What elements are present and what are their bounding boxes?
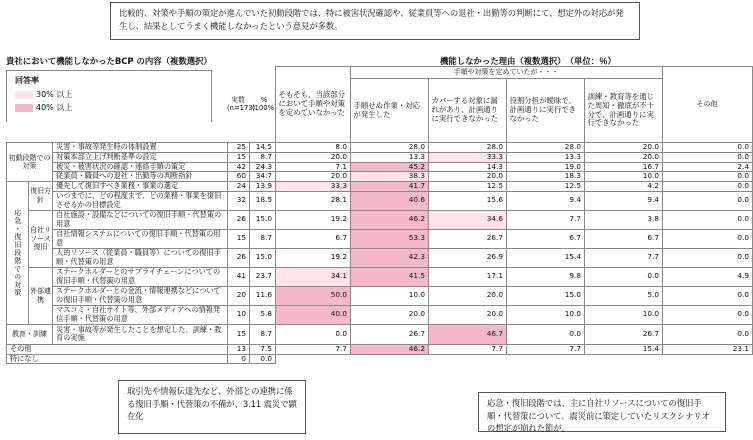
cell-pct: 5.8 <box>250 305 276 324</box>
table-row <box>7 324 753 344</box>
table-row <box>7 172 753 182</box>
col-r4: 訓練・教育等を通じた周知・徹底が不十分で、計画通りに実行できなかった <box>584 79 662 143</box>
cell-r1: 28.0 <box>351 143 429 153</box>
cell-undef: 0.0 <box>276 324 351 344</box>
bcp-table <box>6 66 753 143</box>
cell-r4: 26.7 <box>585 324 663 344</box>
cell-r1: 40.6 <box>351 191 429 210</box>
cell-r4: 5.0 <box>585 286 663 305</box>
cell-n: 20 <box>228 286 250 305</box>
cell-undef: 7.7 <box>276 344 351 354</box>
cell-pct: 14.5 <box>250 143 276 153</box>
sub-external: 外部連携 <box>29 267 53 324</box>
group-recovery: 応急・復旧段階での対策 <box>7 182 29 325</box>
cell-r2: 7.7 <box>429 344 507 354</box>
cell-r4: 7.7 <box>585 248 663 267</box>
row-label: 優先して復旧すべき業務・事業の選定 <box>53 182 228 192</box>
col-r2: カバーする対象に漏れがあり、計画通りに実行できなかった <box>428 79 506 143</box>
col-undefined: そもそも、当該部分において手順や対策を定めていなかった <box>275 67 350 143</box>
cell-r3: 12.5 <box>507 182 585 192</box>
legend-label-40: 40% 以上 <box>36 103 73 112</box>
cell-other: 0.0 <box>663 191 753 210</box>
row-label: いつまでに、どの程度まで、どの業務・事業を復旧させるかの目標設定 <box>53 191 228 210</box>
cell-empty <box>276 354 753 364</box>
group-header: 手順や対策を定めていたが・・・ <box>350 67 662 79</box>
col-r3: 役割分担が曖昧で、計画通りに実行できなかった <box>506 79 584 143</box>
cell-undef: 7.1 <box>276 162 351 172</box>
cell-r2: 17.1 <box>429 267 507 286</box>
cell-r4: 10.0 <box>585 305 663 324</box>
cell-r1: 13.3 <box>351 152 429 162</box>
cell-r2: 20.0 <box>429 172 507 182</box>
cell-r3: 28.0 <box>507 143 585 153</box>
cell-n: 60 <box>228 172 250 182</box>
cell-r1: 26.7 <box>351 324 429 344</box>
cell-n: 41 <box>228 267 250 286</box>
heading-right: 機能しなかった理由（複数選択） （単位：％） <box>440 56 616 66</box>
cell-other: 2.4 <box>663 162 753 172</box>
cell-r1: 45.2 <box>351 162 429 172</box>
cell-r4: 20.0 <box>585 152 663 162</box>
callout-resources: 応急・復旧段階では、主に自社リソースについての復旧手順・代替策について、震災前に策定していたリスクシナリオの想定が崩れた節が。 <box>478 392 726 432</box>
cell-other: 0.0 <box>663 210 753 229</box>
cell-n: 26 <box>228 210 250 229</box>
group-training: 教育・訓練 <box>7 324 53 344</box>
cell-n: 32 <box>228 191 250 210</box>
cell-r4: 15.4 <box>585 344 663 354</box>
cell-undef: 34.1 <box>276 267 351 286</box>
cell-r3: 15.0 <box>507 286 585 305</box>
cell-r1: 46.2 <box>351 344 429 354</box>
cell-r3: 9.4 <box>507 191 585 210</box>
cell-pct: 8.7 <box>250 324 276 344</box>
cell-other: 0.0 <box>663 182 753 192</box>
row-label: マスコミ・自社サイト等、外部メディアへの情報発信手順・代替策の用意 <box>53 305 228 324</box>
sub-resources: 自社リソース復旧 <box>29 210 53 267</box>
cell-other: 23.1 <box>663 344 753 354</box>
row-label: ステークホルダーとの金流・情報連携などについての復旧手順・代替策の用意 <box>53 286 228 305</box>
cell-n: 15 <box>228 152 250 162</box>
cell-undef: 19.2 <box>276 210 351 229</box>
cell-pct: 0.0 <box>250 354 276 364</box>
cell-r1: 42.3 <box>351 248 429 267</box>
cell-r2: 12.5 <box>429 182 507 192</box>
col-r1: 手順せぬ作業・対応が発生した <box>350 79 428 143</box>
group-initial: 初動段階での対策 <box>7 143 53 182</box>
cell-undef: 6.7 <box>276 229 351 248</box>
table-row <box>7 191 753 210</box>
cell-pct: 15.0 <box>250 248 276 267</box>
cell-n: 15 <box>228 324 250 344</box>
table-row <box>7 182 753 192</box>
cell-r3: 9.8 <box>507 267 585 286</box>
cell-undef: 8.0 <box>276 143 351 153</box>
cell-r3: 10.0 <box>507 305 585 324</box>
cell-r3: 6.7 <box>507 229 585 248</box>
table-row <box>7 267 753 286</box>
cell-r2: 34.6 <box>429 210 507 229</box>
cell-r1: 10.0 <box>351 286 429 305</box>
cell-other: 0.0 <box>663 229 753 248</box>
cell-pct: 13.9 <box>250 182 276 192</box>
cell-n: 13 <box>228 344 250 354</box>
table-row <box>7 210 753 229</box>
row-label: 対策本部立上げ判断基準の設定 <box>53 152 228 162</box>
cell-other: 0.0 <box>663 286 753 305</box>
cell-r3: 13.3 <box>507 152 585 162</box>
table-row-other <box>7 344 753 354</box>
sub-policy: 復旧方針 <box>29 182 53 211</box>
cell-r1: 53.3 <box>351 229 429 248</box>
row-label: 災害・事故等が発生したことを想定した、訓練・教育の実施 <box>53 324 228 344</box>
row-label: 被災・被害状況の確認・連絡手順の策定 <box>53 162 228 172</box>
cell-r3: 19.0 <box>507 162 585 172</box>
cell-r2: 14.3 <box>429 162 507 172</box>
cell-r2: 26.9 <box>429 248 507 267</box>
cell-r2: 28.0 <box>429 143 507 153</box>
cell-undef: 28.1 <box>276 191 351 210</box>
cell-n: 25 <box>228 143 250 153</box>
table-row <box>7 162 753 172</box>
callout-initial-stage: 比較的、対策や手順の策定が進んでいた初動段階では、特に被害状況確認や、従業員等への退社・出勤等の判断にて、想定外の対応が発生し、結果としてうまく機能しなかったという意見が多数。 <box>110 2 640 40</box>
cell-r4: 6.7 <box>585 229 663 248</box>
cell-r2: 46.7 <box>429 324 507 344</box>
cell-r4: 16.7 <box>585 162 663 172</box>
cell-pct: 23.7 <box>250 267 276 286</box>
cell-undef: 40.0 <box>276 305 351 324</box>
cell-pct: 7.5 <box>250 344 276 354</box>
cell-n: 10 <box>228 305 250 324</box>
col-other: その他 <box>662 67 752 143</box>
cell-r3: 0.0 <box>507 324 585 344</box>
row-label: 自社施設・設備などについての復旧手順・代替策の用意 <box>53 210 228 229</box>
cell-r1: 20.0 <box>351 305 429 324</box>
row-label-other: その他 <box>7 344 228 354</box>
row-label: 自社情報システムについての復旧手順・代替策の用意 <box>53 229 228 248</box>
cell-n: 26 <box>228 248 250 267</box>
cell-undef: 19.2 <box>276 248 351 267</box>
cell-pct: 34.7 <box>250 172 276 182</box>
row-label: 人的リソース（従業員・職員等）についての復旧手順・代替策の用意 <box>53 248 228 267</box>
col-n: 実数 (n=173) <box>227 96 256 113</box>
cell-r3: 7.7 <box>507 344 585 354</box>
cell-r3: 15.4 <box>507 248 585 267</box>
cell-r1: 46.2 <box>351 210 429 229</box>
cell-r2: 15.6 <box>429 191 507 210</box>
cell-other: 0.0 <box>663 172 753 182</box>
cell-undef: 33.3 <box>276 182 351 192</box>
table-row <box>7 229 753 248</box>
cell-other: 0.0 <box>663 324 753 344</box>
cell-undef: 50.0 <box>276 286 351 305</box>
legend-area-top <box>6 67 275 143</box>
cell-n: 24 <box>228 182 250 192</box>
cell-n: 15 <box>228 229 250 248</box>
table-row <box>7 152 753 162</box>
cell-r4: 20.0 <box>585 143 663 153</box>
legend-label-30: 30% 以上 <box>36 90 73 99</box>
row-label: ステークホルダーとのサプライチェーンについての復旧手順・代替策の用意 <box>53 267 228 286</box>
callout-external: 取引先や情報伝達先など、外部との連携に係る復旧手順・代替策の不備が、3.11 震災で顕在化 <box>118 380 306 434</box>
cell-pct: 8.7 <box>250 152 276 162</box>
table-row <box>7 143 753 153</box>
cell-other: 4.9 <box>663 267 753 286</box>
cell-pct: 8.7 <box>250 229 276 248</box>
cell-r2: 20.0 <box>429 286 507 305</box>
cell-other: 0.0 <box>663 305 753 324</box>
row-label-none: 特になし <box>7 354 228 364</box>
cell-r1: 41.7 <box>351 182 429 192</box>
cell-other: 0.0 <box>663 248 753 267</box>
cell-r4: 9.4 <box>585 191 663 210</box>
legend-title: 回答率 <box>15 76 39 85</box>
cell-r1: 38.3 <box>351 172 429 182</box>
cell-pct: 24.3 <box>250 162 276 172</box>
row-label: 災害・事故等発生時の体制設置 <box>53 143 228 153</box>
cell-r2: 26.7 <box>429 229 507 248</box>
bcp-table-body <box>6 142 753 364</box>
cell-r4: 3.8 <box>585 210 663 229</box>
row-label: 従業員・職員への退社・出勤等の判断指針 <box>53 172 228 182</box>
cell-n: 0 <box>228 354 250 364</box>
table-row <box>7 248 753 267</box>
cell-pct: 15.0 <box>250 210 276 229</box>
cell-r3: 7.7 <box>507 210 585 229</box>
cell-r4: 0.0 <box>585 267 663 286</box>
heading-left: 貴社において機能しなかったBCP の内容（複数選択） <box>6 56 212 66</box>
cell-pct: 18.5 <box>250 191 276 210</box>
cell-other: 0.0 <box>663 143 753 153</box>
cell-r2: 33.3 <box>429 152 507 162</box>
cell-n: 42 <box>228 162 250 172</box>
cell-other: 0.0 <box>663 152 753 162</box>
cell-r4: 10.0 <box>585 172 663 182</box>
cell-pct: 11.6 <box>250 286 276 305</box>
cell-r2: 20.0 <box>429 305 507 324</box>
table-row-none <box>7 354 753 364</box>
cell-r1: 41.5 <box>351 267 429 286</box>
col-pct: % (100%) <box>252 96 277 113</box>
cell-undef: 20.0 <box>276 172 351 182</box>
table-row <box>7 286 753 305</box>
cell-undef: 20.0 <box>276 152 351 162</box>
table-row <box>7 305 753 324</box>
cell-r3: 18.3 <box>507 172 585 182</box>
cell-r4: 4.2 <box>585 182 663 192</box>
